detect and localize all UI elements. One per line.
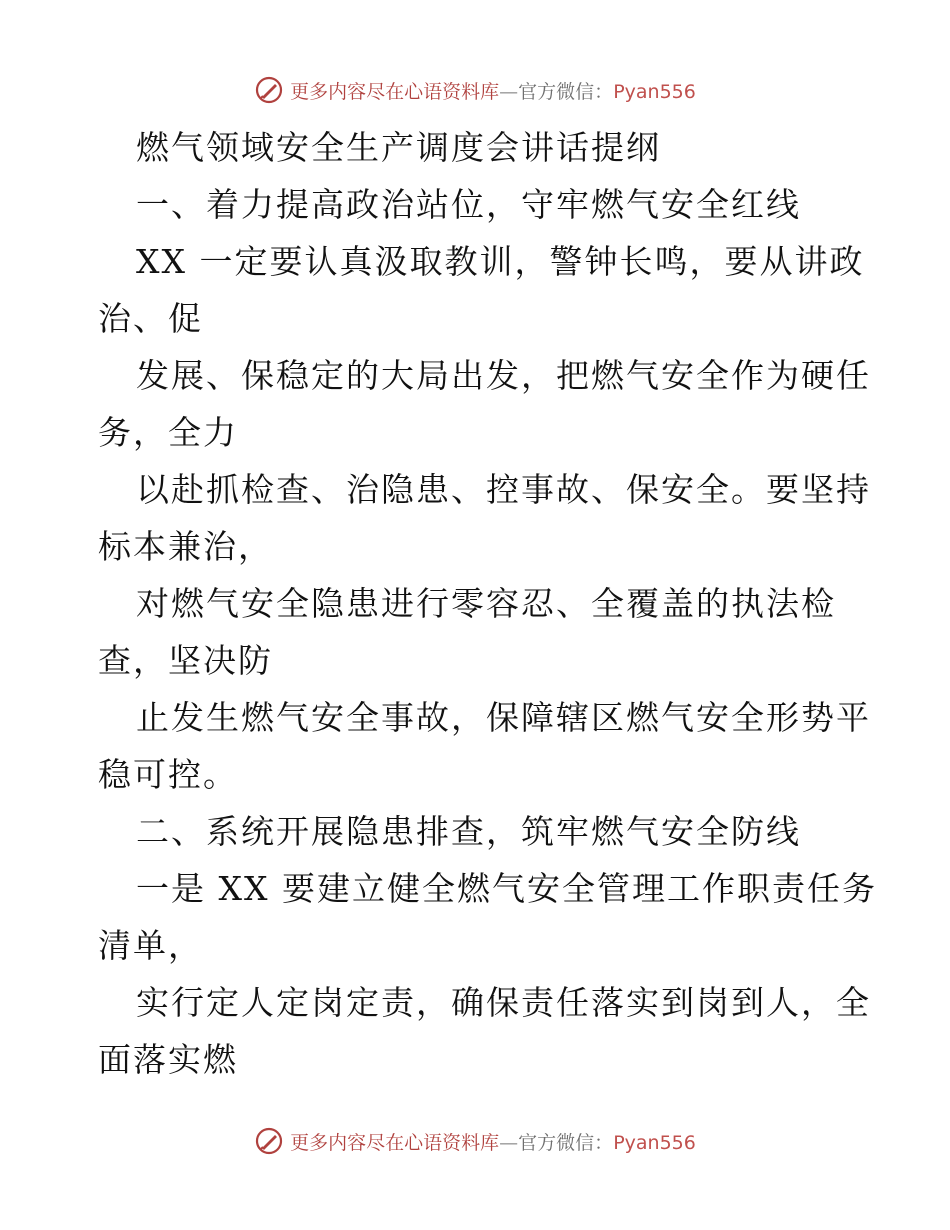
paragraph-line: 面落实燃 xyxy=(98,1040,238,1079)
section-heading: 二、系统开展隐患排查，筑牢燃气安全防线 xyxy=(136,812,801,851)
paragraph-line: 务，全力 xyxy=(98,413,238,452)
header-banner-wechat-label: 官方微信： xyxy=(518,80,614,103)
header-banner-dash: — xyxy=(499,80,519,103)
paragraph-line: 发展、保稳定的大局出发，把燃气安全作为硬任 xyxy=(136,356,871,395)
paragraph-line: 一是 XX 要建立健全燃气安全管理工作职责任务 xyxy=(136,869,877,908)
footer-banner-title: 更多内容尽在心语资料库 xyxy=(290,1131,500,1154)
header-banner-text xyxy=(290,77,696,104)
footer-banner-text xyxy=(290,1128,696,1155)
paragraph-line: 治、促 xyxy=(98,299,203,338)
paragraph-line: XX 一定要认真汲取教训，警钟长鸣，要从讲政 xyxy=(136,242,865,281)
section-heading: 一、着力提高政治站位，守牢燃气安全红线 xyxy=(136,185,801,224)
quill-logo-icon xyxy=(254,75,284,105)
header-banner-wechat-id: Pyan556 xyxy=(613,80,696,103)
paragraph-line: 清单， xyxy=(98,926,203,965)
paragraph-line: 标本兼治， xyxy=(98,527,273,566)
footer-banner-wechat-label: 官方微信： xyxy=(518,1131,614,1154)
footer-banner-wechat-id: Pyan556 xyxy=(613,1131,696,1154)
paragraph-line: 稳可控。 xyxy=(98,755,238,794)
document-title: 燃气领域安全生产调度会讲话提纲 xyxy=(136,128,661,167)
header-banner xyxy=(0,70,950,110)
footer-banner-dash: — xyxy=(499,1131,519,1154)
paragraph-line: 查，坚决防 xyxy=(98,641,273,680)
paragraph-line: 以赴抓检查、治隐患、控事故、保安全。要坚持 xyxy=(136,470,871,509)
paragraph-line: 止发生燃气安全事故，保障辖区燃气安全形势平 xyxy=(136,698,871,737)
paragraph-line: 实行定人定岗定责，确保责任落实到岗到人，全 xyxy=(136,983,871,1022)
footer-banner xyxy=(0,1121,950,1161)
header-banner-title: 更多内容尽在心语资料库 xyxy=(290,80,500,103)
quill-logo-icon xyxy=(254,1126,284,1156)
paragraph-line: 对燃气安全隐患进行零容忍、全覆盖的执法检 xyxy=(136,584,836,623)
